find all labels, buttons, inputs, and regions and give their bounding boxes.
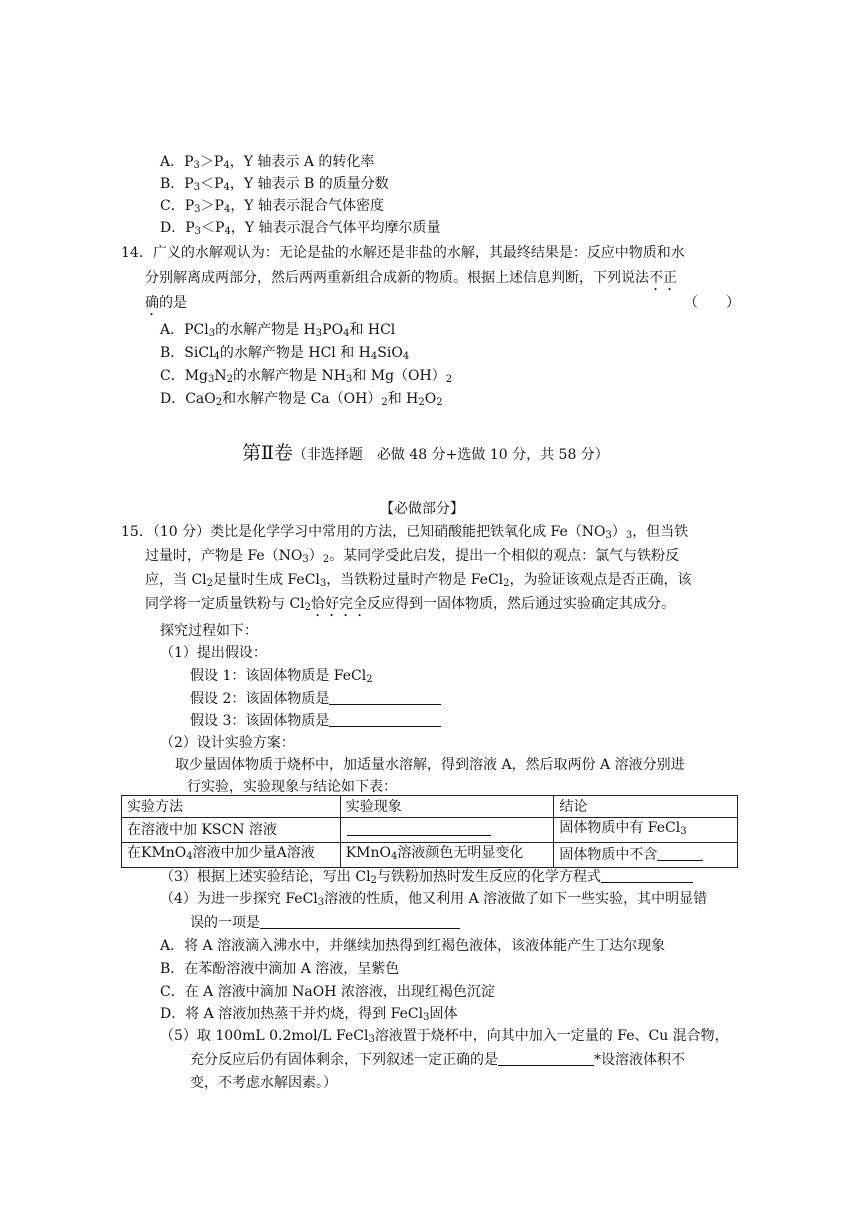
part4-option-b: B．在苯酚溶液中滴加 A 溶液，呈紫色 [160, 961, 400, 977]
hypothesis-3: 假设 3：该固体物质是 [190, 711, 441, 731]
part1-heading: （1）提出假设： [160, 645, 267, 661]
part4-option-d: D．将 A 溶液加热蒸干并灼烧，得到 FeCl$_3$固体 [160, 1006, 458, 1023]
hypothesis-2: 假设 2：该固体物质是 [190, 689, 441, 709]
table-cell [340, 818, 554, 843]
emphasis-text: 恰好完全 [311, 596, 368, 612]
part4-text-line2: 误的一项是 [190, 913, 460, 933]
q13-option-a: A．$P_3>P_4$，Y 轴表示 A 的转化率 [160, 154, 375, 171]
table-header: 结论 [554, 796, 738, 818]
table-header: 实验现象 [340, 796, 554, 818]
answer-paren: （ ） [684, 295, 740, 311]
table-row [122, 843, 738, 868]
table-cell: 固体物质中不含 [554, 843, 738, 868]
q14-stem-line1: 14．广义的水解观认为：无论是盐的水解还是非盐的水解，其最终结果是：反应中物质和水 [121, 245, 685, 261]
table-header-row [122, 796, 738, 818]
q14-option-c: C．$Mg_3N_2$的水解产物是 $NH_3$和 $Mg(OH)_2$ [160, 368, 453, 385]
table-cell: 在KMnO$_4$溶液中加少量A溶液 [122, 843, 341, 868]
part3-text: （3）根据上述实验结论，写出 $Cl_2$与铁粉加热时发生反应的化学方程式 [160, 867, 693, 887]
experiment-table [121, 795, 738, 868]
answer-blank[interactable] [347, 821, 491, 836]
table-row [122, 818, 738, 843]
part5-text-line2: 充分反应后仍有固体剩余，下列叙述一定正确的是 *设溶液体积不 [190, 1052, 685, 1068]
part4-text-line1: （4）为进一步探究 FeCl$_3$溶液的性质，他又利用 A 溶液做了如下一些实验，其中明显错 [160, 891, 708, 908]
table-header: 实验方法 [122, 796, 341, 818]
part4-option-a: A．将 A 溶液滴入沸水中，并继续加热得到红褐色液体，该液体能产生丁达尔现象 [160, 938, 666, 954]
q15-stem-line4: 同学将一定质量铁粉与 $Cl_2$恰好完全反应得到一固体物质，然后通过实验确定其成分。 [145, 596, 676, 613]
hypothesis-1: 假设 1：该固体物质是 FeCl$_2$ [190, 668, 373, 685]
answer-blank[interactable] [601, 868, 693, 883]
q14-option-d: D．CaO$_2$和水解产物是 $Ca(OH)_2$和 $H_2O_2$ [160, 391, 443, 408]
emphasis-text: 不正 [649, 270, 677, 286]
part5-text-line1: （5）取 100mL 0.2mol/L FeCl$_3$溶液置于烧杯中，向其中加入一定量的 Fe、Cu 混合物， [160, 1028, 729, 1045]
section-subtitle: （非选择题 必做 48 分+选做 10 分，共 58 分） [292, 447, 609, 463]
answer-blank[interactable] [657, 846, 703, 861]
part4-option-c: C．在 A 溶液中滴加 NaOH 浓溶液，出现红褐色沉淀 [160, 984, 495, 1000]
q14-option-a: A．PCl$_3$的水解产物是 $H_3PO_4$和 HCl [160, 322, 396, 339]
part2-text-line2: 行实验，实验现象与结论如下表： [187, 779, 397, 795]
table-cell: 固体物质中有 FeCl$_3$ [554, 818, 738, 843]
q14-stem-line3: 确的是 [145, 295, 187, 311]
part2-text-line1: 取少量固体物质于烧杯中，加适量水溶解，得到溶液 A，然后取两份 A 溶液分别进 [175, 757, 685, 773]
answer-blank[interactable] [498, 1051, 594, 1066]
section-title: 第Ⅱ卷（非选择题 必做 48 分+选做 10 分，共 58 分） [242, 442, 609, 464]
table-cell: 在溶液中加 KSCN 溶液 [122, 818, 341, 843]
q14-option-b: B．SiCl$_4$的水解产物是 HCl 和 $H_4SiO_4$ [160, 345, 410, 362]
q15-stem-line2: 过量时，产物是 $Fe(NO_3)_2$。某同学受此启发，提出一个相似的观点：氯气与铁粉反 [145, 548, 680, 565]
q13-option-d: D．$P_3<P_4$，Y 轴表示混合气体平均摩尔质量 [160, 220, 441, 237]
answer-blank[interactable] [329, 690, 441, 705]
q15-stem-line1: 15．（10 分）类比是化学学习中常用的方法，已知硝酸能把铁氧化成 $Fe(NO_3)_3$，但当铁 [121, 524, 689, 541]
answer-blank[interactable] [260, 914, 460, 929]
required-part-heading: 【必做部分】 [380, 501, 464, 517]
q13-option-c: C．$P_3>P_4$，Y 轴表示混合气体密度 [160, 198, 385, 215]
process-heading: 探究过程如下： [160, 623, 258, 639]
emphasis-text: 确 [145, 295, 159, 311]
q14-stem-line2: 分别解离成两部分，然后两两重新组合成新的物质。根据上述信息判断，下列说法不正 [145, 270, 677, 286]
q13-option-b: B．$P_3<P_4$，Y 轴表示 B 的质量分数 [160, 176, 389, 193]
q15-stem-line3: 应，当 $Cl_2$足量时生成 FeCl$_3$，当铁粉过量时产物是 FeCl$_2$，为验证该观点是否正确，该 [145, 572, 692, 589]
answer-blank[interactable] [329, 712, 441, 727]
part2-heading: （2）设计实验方案： [160, 735, 295, 751]
part5-text-line3: 变，不考虑水解因素。） [190, 1075, 337, 1091]
table-cell: KMnO$_4$溶液颜色无明显变化 [340, 843, 554, 868]
